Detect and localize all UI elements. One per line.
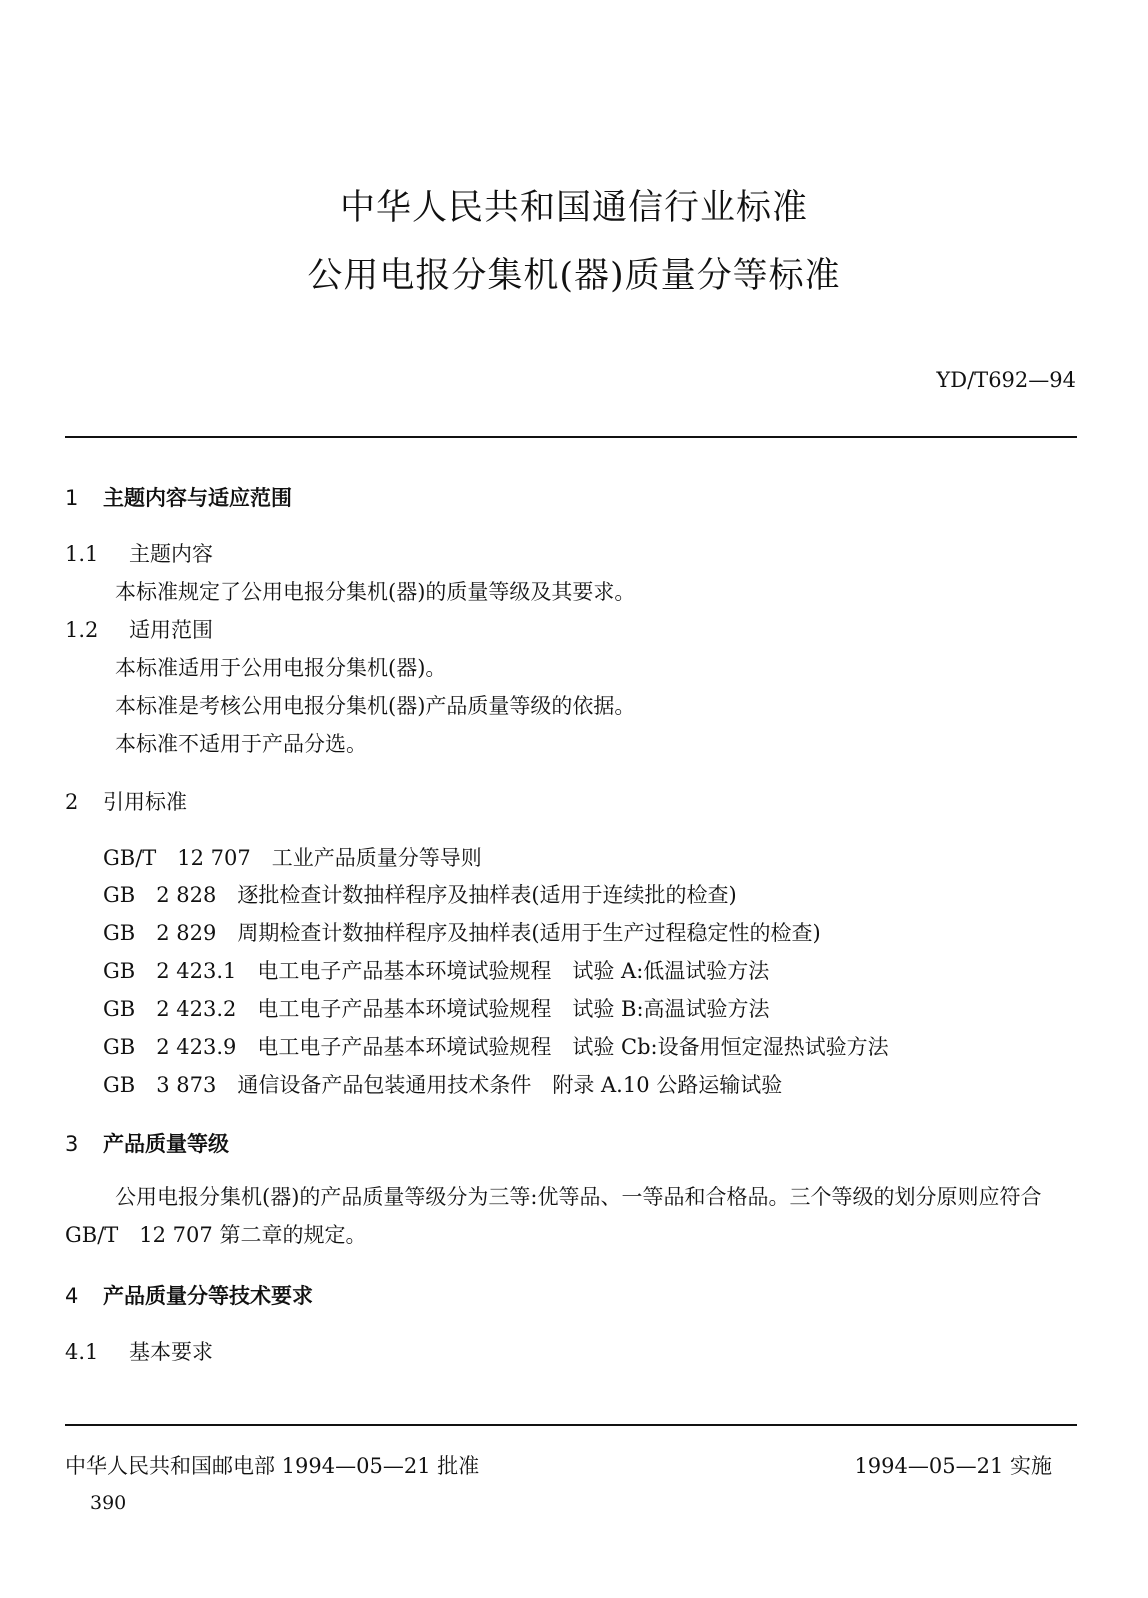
section-title: 产品质量等级 xyxy=(103,1132,229,1156)
reference-code: GB 2 828 xyxy=(103,883,217,907)
section-number: 4 xyxy=(65,1284,79,1308)
header-rule xyxy=(65,436,1077,438)
section-title: 适用范围 xyxy=(129,618,213,642)
reference-item xyxy=(103,879,737,909)
section-title: 基本要求 xyxy=(129,1340,213,1364)
reference-code: GB/T 12 707 xyxy=(103,846,251,870)
reference-code: GB 2 423.1 xyxy=(103,959,237,983)
reference-code: GB 3 873 xyxy=(103,1073,217,1097)
section-1-2-heading xyxy=(65,614,213,644)
section-number: 1.1 xyxy=(65,542,99,566)
reference-item xyxy=(103,993,770,1023)
section-1-1-text: 本标准规定了公用电报分集机(器)的质量等级及其要求。 xyxy=(115,580,636,604)
reference-code: GB 2 829 xyxy=(103,921,217,945)
section-3-text: 公用电报分集机(器)的产品质量等级分为三等:优等品、一等品和合格品。三个等级的划分原则应符合 GB/T 12 707 第二章的规定。 xyxy=(65,1185,1042,1247)
section-4-heading xyxy=(65,1280,313,1310)
section-title: 主题内容 xyxy=(129,542,213,566)
reference-code: GB 2 423.9 xyxy=(103,1035,237,1059)
section-number: 1.2 xyxy=(65,618,99,642)
reference-item xyxy=(103,842,482,872)
section-number: 4.1 xyxy=(65,1340,99,1364)
reference-item xyxy=(103,1069,782,1099)
footer-rule xyxy=(65,1424,1077,1426)
approval-note: 中华人民共和国邮电部 1994—05—21 批准 xyxy=(65,1454,480,1478)
reference-title: 电工电子产品基本环境试验规程 试验 Cb:设备用恒定湿热试验方法 xyxy=(257,1035,889,1059)
reference-title: 逐批检查计数抽样程序及抽样表(适用于连续批的检查) xyxy=(237,883,737,907)
reference-item xyxy=(103,955,769,985)
reference-item xyxy=(103,917,821,947)
reference-title: 通信设备产品包装通用技术条件 附录 A.10 公路运输试验 xyxy=(237,1073,783,1097)
section-1-1-heading xyxy=(65,538,213,568)
section-1-2-line-2: 本标准是考核公用电报分集机(器)产品质量等级的依据。 xyxy=(115,694,636,718)
implementation-date: 1994—05—21 实施 xyxy=(854,1454,1052,1478)
title-line-2: 公用电报分集机(器)质量分等标准 xyxy=(307,256,841,296)
section-1-heading xyxy=(65,482,292,512)
page-number: 390 xyxy=(90,1492,127,1514)
section-2-heading xyxy=(65,786,187,816)
section-1-2-line-3: 本标准不适用于产品分选。 xyxy=(115,732,367,756)
section-title: 引用标准 xyxy=(103,790,187,814)
title-line-1: 中华人民共和国通信行业标准 xyxy=(339,188,808,228)
section-number: 3 xyxy=(65,1132,79,1156)
reference-item xyxy=(103,1031,889,1061)
section-title: 主题内容与适应范围 xyxy=(103,486,292,510)
section-number: 1 xyxy=(65,486,79,510)
reference-title: 周期检查计数抽样程序及抽样表(适用于生产过程稳定性的检查) xyxy=(237,921,821,945)
reference-title: 工业产品质量分等导则 xyxy=(271,846,482,870)
reference-title: 电工电子产品基本环境试验规程 试验 B:高温试验方法 xyxy=(257,997,770,1021)
reference-title: 电工电子产品基本环境试验规程 试验 A:低温试验方法 xyxy=(257,959,770,983)
reference-code: GB 2 423.2 xyxy=(103,997,237,1021)
section-3-heading xyxy=(65,1128,229,1158)
section-4-1-heading xyxy=(65,1336,213,1366)
doc-number: YD/T692—94 xyxy=(936,368,1076,392)
section-1-2-line-1: 本标准适用于公用电报分集机(器)。 xyxy=(115,656,447,680)
section-number: 2 xyxy=(65,790,79,814)
section-title: 产品质量分等技术要求 xyxy=(103,1284,313,1308)
